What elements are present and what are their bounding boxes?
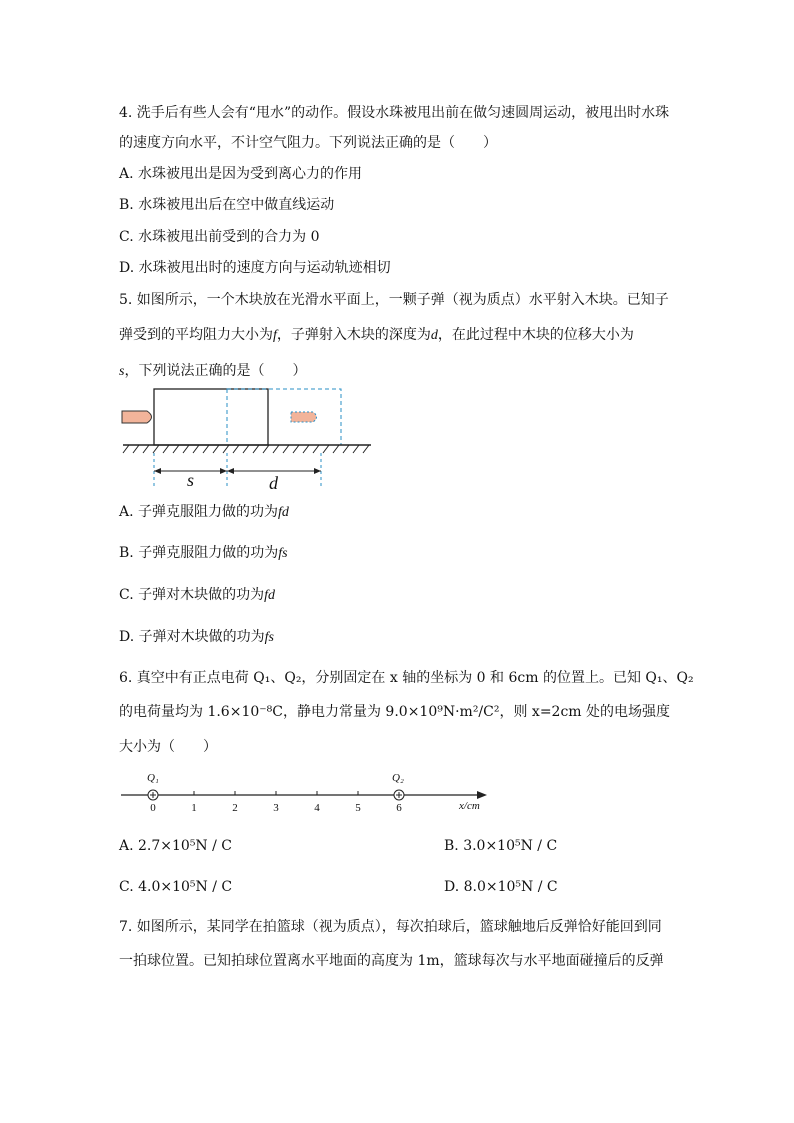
label-d: d [269,473,278,493]
label-q2: Q₂ [392,772,404,784]
q7-stem-line1: 7. 如图所示，某同学在拍篮球（视为质点），每次拍球后，篮球触地后反弹恰好能回到同 [119,919,662,935]
tick-label-3: 3 [273,802,279,814]
q5-stem-line2: 弹受到的平均阻力大小为f，子弹射入木块的深度为d，在此过程中木块的位移大小为 [119,327,634,343]
q6-option-d: D. 8.0×10⁵N / C [444,879,558,895]
x-axis-arrow-icon [477,791,487,799]
q6-option-b: B. 3.0×10⁵N / C [444,838,558,854]
tick-label-0: 0 [150,802,156,814]
charge-q1-icon [148,790,158,800]
q6-option-a: A. 2.7×10⁵N / C [119,838,233,854]
q4-option-c: C. 水珠被甩出前受到的合力为 0 [119,229,320,245]
tick-label-6: 6 [396,802,402,814]
q6-stem-line2: 的电荷量均为 1.6×10⁻⁸C，静电力常量为 9.0×10⁹N·m²/C²，则 x=2cm 处的电场强度 [119,704,671,720]
var-d: d [430,328,438,343]
q5-option-c: C. 子弹对木块做的功为fd [119,587,276,603]
bullet-icon [122,411,152,423]
q5-option-d: D. 子弹对木块做的功为fs [119,629,274,645]
q4-option-b: B. 水珠被甩出后在空中做直线运动 [119,197,335,213]
wooden-block [154,389,268,445]
label-s: s [187,470,195,490]
tick-label-1: 1 [191,802,197,814]
q4-stem-line1: 4. 洗手后有些人会有“甩水”的动作。假设水珠被甩出前在做匀速圆周运动，被甩出时水珠 [119,105,670,121]
q4-stem-line2: 的速度方向水平，不计空气阻力。下列说法正确的是（ ） [119,135,497,151]
q7-stem-line2: 一拍球位置。已知拍球位置离水平地面的高度为 1m，篮球每次与水平地面碰撞后的反弹 [119,953,664,969]
x-axis-label: x/cm [459,800,480,812]
q5-option-b: B. 子弹克服阻力做的功为fs [119,545,288,561]
q4-option-d: D. 水珠被甩出时的速度方向与运动轨迹相切 [119,260,391,276]
x-axis-figure [119,765,499,815]
q5-stem-line1: 5. 如图所示，一个木块放在光滑水平面上，一颗子弹（视为质点）水平射入木块。已知子 [119,292,669,308]
tick-label-4: 4 [314,802,320,814]
tick-label-5: 5 [355,802,361,814]
q6-option-c: C. 4.0×10⁵N / C [119,879,233,895]
q6-stem-line1: 6. 真空中有正点电荷 Q₁、Q₂，分别固定在 x 轴的坐标为 0 和 6cm 的位置上。已知 Q₁、Q₂ [119,670,694,686]
embedded-bullet-icon [291,412,317,422]
var-f: f [273,328,277,343]
var-s: s [119,364,125,379]
charge-q2-icon [394,790,404,800]
label-q1: Q₁ [147,772,159,784]
q4-option-a: A. 水珠被甩出是因为受到离心力的作用 [119,166,363,182]
tick-label-2: 2 [232,802,238,814]
q5-stem-line3: s，下列说法正确的是（ ） [119,363,307,379]
q5-option-a: A. 子弹克服阻力做的功为fd [119,504,289,520]
bullet-block-figure [119,385,379,495]
q6-stem-line3: 大小为（ ） [119,739,217,755]
